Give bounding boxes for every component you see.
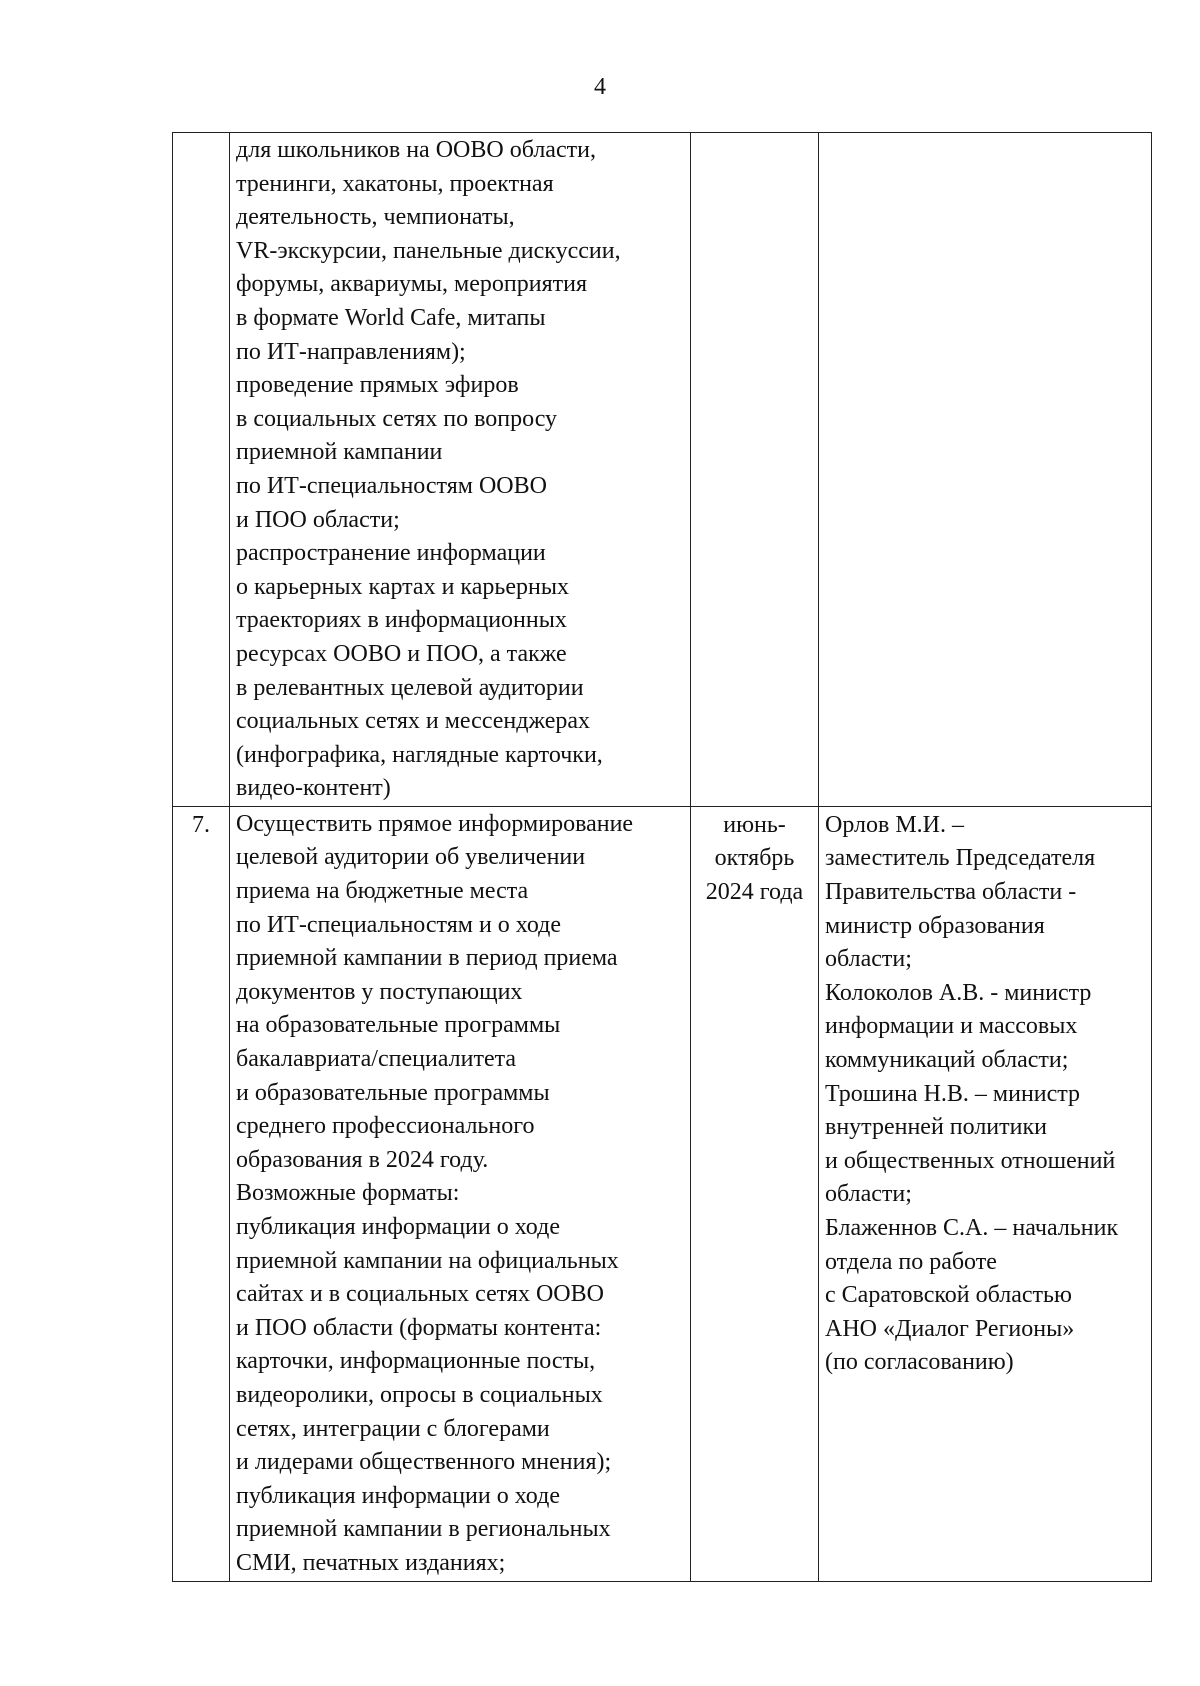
responsible-line: области; bbox=[825, 946, 912, 973]
responsible-line: АНО «Диалог Регионы» bbox=[825, 1315, 1075, 1342]
responsible-line: Правительства области - bbox=[825, 879, 1077, 906]
description-line: приемной кампании в период приема bbox=[236, 945, 618, 972]
description-line: в релевантных целевой аудитории bbox=[236, 674, 584, 701]
description-line: видео-контент) bbox=[236, 775, 391, 802]
description-line: и лидерами общественного мнения); bbox=[236, 1449, 612, 1476]
activity-description-cell bbox=[230, 133, 691, 807]
description-line: публикация информации о ходе bbox=[236, 1214, 560, 1240]
responsible-line: Блаженнов С.А. – начальник bbox=[825, 1215, 1119, 1241]
description-line: и образовательные программы bbox=[236, 1079, 550, 1106]
description-line: карточки, информационные посты, bbox=[236, 1348, 596, 1375]
responsible-line: министр образования bbox=[825, 912, 1045, 939]
description-line: по ИТ-специальностям и о ходе bbox=[236, 911, 562, 938]
description-line: целевой аудитории об увеличении bbox=[236, 844, 586, 871]
deadline-line: октябрь bbox=[714, 845, 795, 872]
description-line: по ИТ-специальностям ООВО bbox=[236, 472, 547, 499]
responsible-line: отдела по работе bbox=[825, 1248, 997, 1275]
responsible-line: Трошина Н.В. – министр bbox=[825, 1080, 1081, 1107]
description-line: приемной кампании в региональных bbox=[236, 1516, 611, 1543]
activity-description-cell bbox=[230, 806, 691, 1581]
deadline-cell bbox=[691, 133, 819, 807]
description-line: в социальных сетях по вопросу bbox=[236, 405, 558, 432]
responsible-line: с Саратовской областью bbox=[825, 1282, 1072, 1309]
description-line: проведение прямых эфиров bbox=[236, 372, 519, 399]
description-line: и ПОО области (форматы контента: bbox=[236, 1314, 602, 1341]
description-line: для школьников на ООВО области, bbox=[236, 137, 596, 163]
description-line: в формате World Cafe, митапы bbox=[236, 304, 546, 331]
description-line: по ИТ-направлениям); bbox=[236, 338, 466, 365]
description-line: бакалавриата/специалитета bbox=[236, 1046, 517, 1073]
table-body bbox=[173, 133, 1152, 1582]
table-row bbox=[173, 133, 1152, 807]
responsible-line: коммуникаций области; bbox=[825, 1047, 1069, 1074]
activity-plan-table bbox=[172, 132, 1152, 1582]
responsible-line: внутренней политики bbox=[825, 1114, 1047, 1141]
description-line: публикация информации о ходе bbox=[236, 1482, 560, 1509]
responsible-line: Колоколов А.В. - министр bbox=[825, 979, 1092, 1006]
description-line: (инфографика, наглядные карточки, bbox=[236, 741, 603, 768]
description-line: Осуществить прямое информирование bbox=[236, 810, 634, 837]
item-number-cell: 7. bbox=[173, 806, 230, 1581]
deadline-cell bbox=[691, 806, 819, 1581]
description-line: Возможные форматы: bbox=[236, 1180, 460, 1207]
description-line: приемной кампании bbox=[236, 439, 443, 466]
description-line: социальных сетях и мессенджерах bbox=[236, 708, 591, 735]
description-line: приема на бюджетные места bbox=[236, 878, 529, 905]
description-line: на образовательные программы bbox=[236, 1012, 561, 1039]
description-line: о карьерных картах и карьерных bbox=[236, 573, 569, 600]
responsible-line: области; bbox=[825, 1181, 912, 1208]
responsible-cell bbox=[819, 133, 1152, 807]
description-line: траекториях в информационных bbox=[236, 607, 567, 634]
description-line: сетях, интеграции с блогерами bbox=[236, 1415, 550, 1442]
description-line: сайтах и в социальных сетях ООВО bbox=[236, 1281, 604, 1308]
description-line: приемной кампании на официальных bbox=[236, 1247, 619, 1274]
responsible-line: Орлов М.И. – bbox=[825, 811, 964, 838]
description-line: форумы, аквариумы, мероприятия bbox=[236, 271, 587, 298]
description-line: видеоролики, опросы в социальных bbox=[236, 1381, 603, 1408]
description-line: документов у поступающих bbox=[236, 978, 523, 1005]
responsible-line: и общественных отношений bbox=[825, 1147, 1116, 1174]
responsible-cell bbox=[819, 806, 1152, 1581]
description-line: ресурсах ООВО и ПОО, а также bbox=[236, 640, 567, 667]
description-line: деятельность, чемпионаты, bbox=[236, 204, 515, 231]
page-number: 4 bbox=[594, 74, 606, 100]
responsible-line: заместитель Председателя bbox=[825, 845, 1096, 872]
description-line: распространение информации bbox=[236, 540, 546, 567]
deadline-line: июнь- bbox=[723, 811, 786, 838]
description-line: и ПОО области; bbox=[236, 506, 400, 533]
description-line: СМИ, печатных изданиях; bbox=[236, 1549, 506, 1576]
deadline-line: 2024 года bbox=[705, 879, 804, 906]
responsible-line: информации и массовых bbox=[825, 1013, 1078, 1040]
responsible-line: (по согласованию) bbox=[825, 1349, 1014, 1376]
description-line: тренинги, хакатоны, проектная bbox=[236, 170, 554, 197]
item-number-cell bbox=[173, 133, 230, 807]
description-line: образования в 2024 году. bbox=[236, 1146, 489, 1173]
table-row bbox=[173, 806, 1152, 1581]
description-line: среднего профессионального bbox=[236, 1113, 535, 1140]
description-line: VR-экскурсии, панельные дискуссии, bbox=[236, 237, 621, 264]
